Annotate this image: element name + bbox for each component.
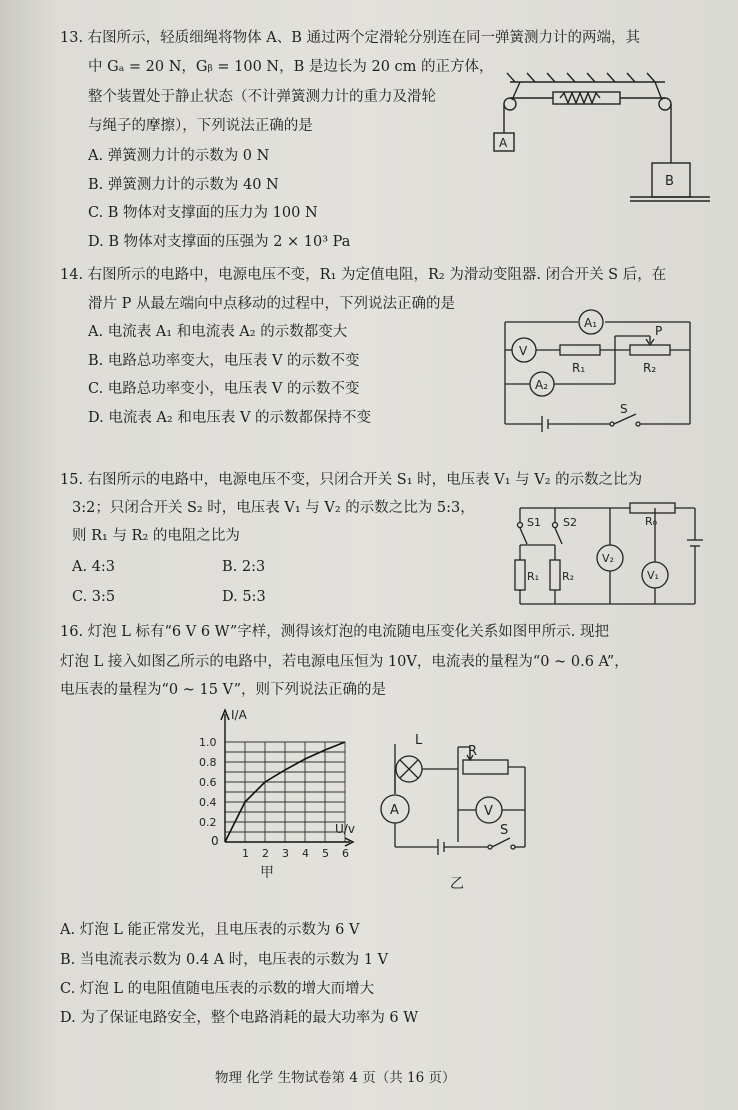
q14-label-r2: R₂ bbox=[643, 361, 657, 375]
q14-option-d: D. 电流表 A₂ 和电压表 V 的示数都保持不变 bbox=[88, 410, 372, 426]
q14-line-2: 滑片 P 从最左端向中点移动的过程中，下列说法正确的是 bbox=[88, 296, 455, 312]
q15-option-b: B. 2:3 bbox=[222, 559, 266, 575]
q16-option-c: C. 灯泡 L 的电阻值随电压表的示数的增大而增大 bbox=[60, 981, 375, 997]
q14-label-v: V bbox=[519, 344, 528, 358]
circuit-label-v: V bbox=[484, 804, 493, 819]
x-tick-label: 1 bbox=[242, 847, 249, 860]
q16-line-1: 16. 灯泡 L 标有“6 V 6 W”字样，测得该灯泡的电流随电压变化关系如图甲所示. 现把 bbox=[60, 624, 609, 640]
x-tick-label: 2 bbox=[262, 847, 269, 860]
q15-label-v2: V₂ bbox=[602, 552, 614, 565]
q13-option-a: A. 弹簧测力计的示数为 0 N bbox=[88, 148, 270, 164]
q15-label-r2: R₂ bbox=[562, 570, 575, 583]
q14-label-a1: A₁ bbox=[584, 316, 598, 330]
q13-pulley-figure bbox=[480, 70, 720, 210]
q16-circuit-figure bbox=[370, 722, 545, 897]
q16-option-a: A. 灯泡 L 能正常发光，且电压表的示数为 6 V bbox=[60, 922, 360, 938]
q14-option-b: B. 电路总功率变大，电压表 V 的示数不变 bbox=[88, 353, 360, 369]
y-tick-label: 0.8 bbox=[199, 756, 217, 769]
y-tick-label: 0.6 bbox=[199, 776, 217, 789]
q15-label-v1: V₁ bbox=[647, 569, 659, 582]
q13-option-d: D. B 物体对支撑面的压强为 2 × 10³ Pa bbox=[88, 234, 351, 250]
q16-option-d: D. 为了保证电路安全，整个电路消耗的最大功率为 6 W bbox=[60, 1010, 419, 1026]
circuit-label-s: S bbox=[500, 823, 509, 838]
x-tick-label: 4 bbox=[302, 847, 309, 860]
q13-label-a: A bbox=[499, 136, 508, 150]
q15-line-2: 3:2；只闭合开关 S₂ 时，电压表 V₁ 与 V₂ 的示数之比为 5:3， bbox=[72, 500, 475, 516]
page-footer: 物理 化学 生物试卷第 4 页（共 16 页） bbox=[215, 1070, 456, 1086]
q16-line-2: 灯泡 L 接入如图乙所示的电路中，若电源电压恒为 10V，电流表的量程为“0 ~ 0.6 A”， bbox=[60, 654, 629, 670]
q15-option-c: C. 3:5 bbox=[72, 589, 116, 605]
circuit-label-l: L bbox=[415, 733, 423, 748]
q15-circuit-figure bbox=[505, 500, 705, 610]
x-tick-label: 6 bbox=[342, 847, 349, 860]
q13-line-3: 整个装置处于静止状态（不计弹簧测力计的重力及滑轮 bbox=[88, 89, 436, 105]
q16-line-3: 电压表的量程为“0 ~ 15 V”，则下列说法正确的是 bbox=[60, 682, 386, 698]
graph-origin: 0 bbox=[211, 834, 219, 848]
y-tick-label: 1.0 bbox=[199, 736, 217, 749]
q15-option-a: A. 4:3 bbox=[72, 559, 116, 575]
q14-label-r1: R₁ bbox=[572, 361, 586, 375]
q15-label-r1: R₁ bbox=[527, 570, 540, 583]
circuit-caption: 乙 bbox=[450, 876, 464, 892]
q14-circuit-figure bbox=[490, 302, 700, 437]
q15-option-d: D. 5:3 bbox=[222, 589, 266, 605]
q15-label-s2: S2 bbox=[563, 516, 577, 529]
q15-label-r0: R₀ bbox=[645, 515, 658, 528]
q13-line-2: 中 Gₐ = 20 N，Gᵦ = 100 N，B 是边长为 20 cm 的正方体， bbox=[88, 59, 494, 75]
q15-label-s1: S1 bbox=[527, 516, 541, 529]
graph-caption: 甲 bbox=[260, 865, 274, 881]
y-tick-label: 0.4 bbox=[199, 796, 217, 809]
q14-option-a: A. 电流表 A₁ 和电流表 A₂ 的示数都变大 bbox=[88, 324, 348, 340]
q13-line-4: 与绳子的摩擦），下列说法正确的是 bbox=[88, 118, 313, 134]
q13-option-c: C. B 物体对支撑面的压力为 100 N bbox=[88, 205, 318, 221]
q16-option-b: B. 当电流表示数为 0.4 A 时，电压表的示数为 1 V bbox=[60, 952, 389, 968]
q13-label-b: B bbox=[665, 174, 674, 189]
q13-line-1: 13. 右图所示，轻质细绳将物体 A、B 通过两个定滑轮分别连在同一弹簧测力计的两端，其 bbox=[60, 30, 641, 46]
x-tick-label: 5 bbox=[322, 847, 329, 860]
q14-label-p: P bbox=[655, 324, 663, 338]
q14-label-s: S bbox=[620, 402, 628, 416]
q14-option-c: C. 电路总功率变小，电压表 V 的示数不变 bbox=[88, 381, 360, 397]
circuit-label-r: R bbox=[468, 744, 478, 759]
q14-line-1: 14. 右图所示的电路中，电源电压不变，R₁ 为定值电阻，R₂ 为滑动变阻器. 闭合开关 S 后，在 bbox=[60, 267, 667, 283]
q13-option-b: B. 弹簧测力计的示数为 40 N bbox=[88, 177, 279, 193]
q15-line-1: 15. 右图所示的电路中，电源电压不变，只闭合开关 S₁ 时，电压表 V₁ 与 V₂ 的示数之比为 bbox=[60, 472, 643, 488]
graph-ylabel: I/A bbox=[231, 708, 247, 722]
iu-graph bbox=[185, 702, 365, 887]
y-tick-label: 0.2 bbox=[199, 816, 217, 829]
q15-line-3: 则 R₁ 与 R₂ 的电阻之比为 bbox=[72, 528, 240, 544]
x-tick-label: 3 bbox=[282, 847, 289, 860]
graph-xlabel: U/v bbox=[335, 822, 355, 836]
q14-label-a2: A₂ bbox=[535, 378, 549, 392]
circuit-label-a: A bbox=[390, 803, 399, 818]
